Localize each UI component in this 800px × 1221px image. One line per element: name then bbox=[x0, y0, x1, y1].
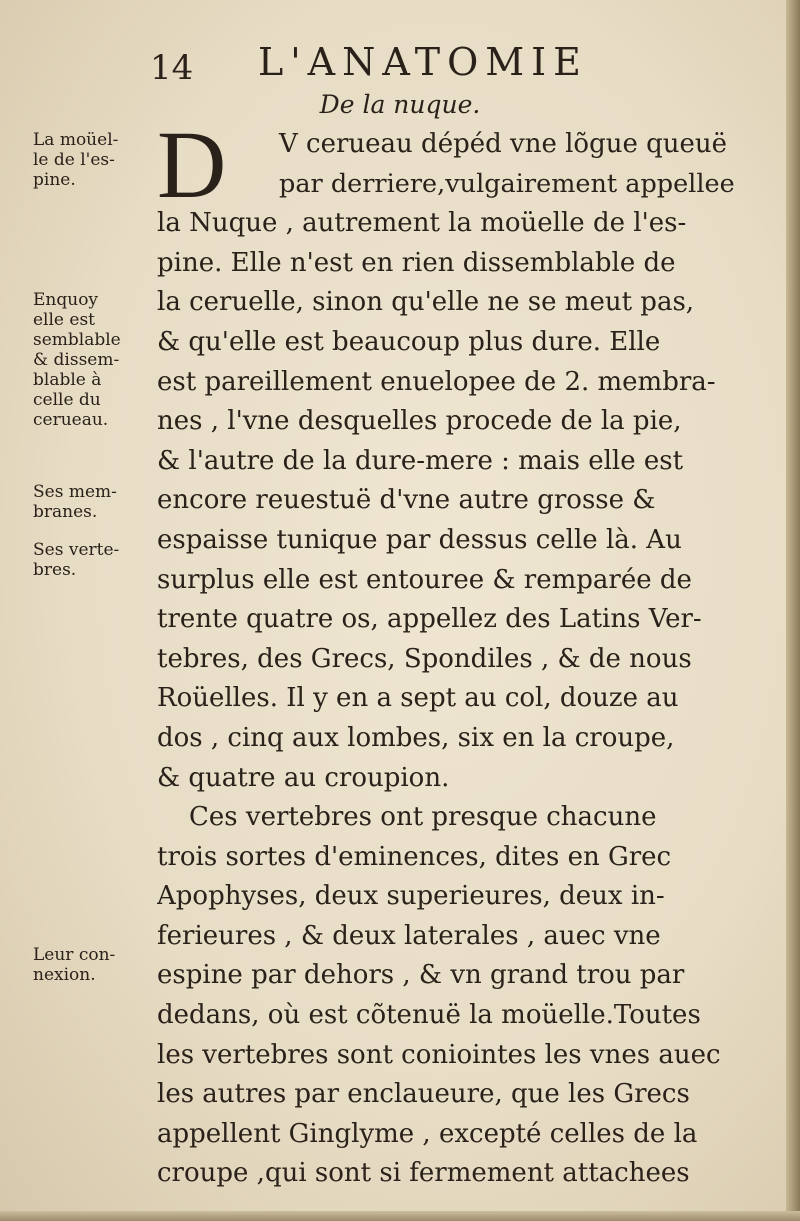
text-line: Apophyses, deux superieures, deux in- bbox=[157, 881, 665, 912]
note-line: Ses mem- bbox=[33, 482, 117, 502]
page-edge-bottom bbox=[0, 1211, 800, 1221]
note-line: branes. bbox=[33, 502, 98, 522]
text-line: & qu'elle est beaucoup plus dure. Elle bbox=[157, 326, 661, 357]
body-text bbox=[157, 111, 735, 1194]
note-line: semblable bbox=[33, 330, 121, 350]
margin-note bbox=[33, 290, 121, 430]
text-line: V cerueau dépéd vne lõgue queuë bbox=[279, 129, 728, 159]
note-line: Leur con- bbox=[33, 945, 116, 965]
text-line: trois sortes d'eminences, dites en Grec bbox=[157, 841, 672, 872]
text-line: & l'autre de la dure-mere : mais elle est bbox=[157, 445, 684, 476]
note-line: Enquoy bbox=[33, 290, 99, 310]
note-line: pine. bbox=[33, 170, 76, 190]
note-line: elle est bbox=[33, 310, 96, 330]
text-line: Ces vertebres ont presque chacune bbox=[189, 802, 657, 833]
text-line: espaisse tunique par dessus celle là. Au bbox=[157, 524, 682, 555]
text-line: dedans, où est cõtenuë la moüelle.Toutes bbox=[157, 1000, 701, 1031]
text-line: Roüelles. Il y en a sept au col, douze au bbox=[157, 683, 679, 714]
note-line: nexion. bbox=[33, 965, 96, 985]
text-line: nes , l'vne desquelles procede de la pie, bbox=[157, 406, 682, 437]
text-line: ferieures , & deux laterales , auec vne bbox=[157, 920, 661, 951]
margin-note bbox=[33, 540, 119, 580]
margin-note bbox=[33, 130, 118, 190]
note-line: le de l'es- bbox=[33, 150, 115, 170]
section-title: De la nuque. bbox=[319, 90, 481, 119]
text-line: dos , cinq aux lombes, six en la croupe, bbox=[157, 722, 675, 753]
text-line: la ceruelle, sinon qu'elle ne se meut pas, bbox=[157, 287, 695, 318]
page-edge-right bbox=[786, 0, 800, 1221]
note-line: bres. bbox=[33, 560, 77, 580]
text-line: surplus elle est entouree & remparée de bbox=[157, 564, 692, 595]
text-line: par derriere,vulgairement appellee bbox=[279, 168, 735, 199]
text-line: & quatre au croupion. bbox=[157, 762, 450, 793]
text-line: est pareillement enuelopee de 2. membra- bbox=[157, 366, 716, 397]
note-line: blable à bbox=[33, 370, 102, 390]
text-line: appellent Ginglyme , excepté celles de la bbox=[157, 1118, 698, 1149]
text-line: espine par dehors , & vn grand trou par bbox=[157, 960, 685, 991]
text-line: les vertebres sont coniointes les vnes auec bbox=[157, 1039, 721, 1070]
text-line: les autres par enclaueure, que les Grecs bbox=[157, 1079, 690, 1110]
text-line: tebres, des Grecs, Spondiles , & de nous bbox=[157, 643, 692, 674]
text-line: croupe ,qui sont si fermement attachees bbox=[157, 1158, 690, 1189]
drop-cap: D bbox=[157, 111, 227, 218]
text-line: trente quatre os, appellez des Latins Ver- bbox=[157, 604, 702, 635]
note-line: celle du bbox=[33, 390, 101, 410]
margin-note bbox=[33, 482, 117, 522]
note-line: & dissem- bbox=[33, 350, 120, 370]
text-line: la Nuque , autrement la moüelle de l'es- bbox=[157, 208, 687, 239]
text-line: encore reuestuë d'vne autre grosse & bbox=[157, 485, 656, 516]
page-number: 14 bbox=[150, 48, 194, 88]
note-line: cerueau. bbox=[33, 410, 109, 430]
note-line: Ses verte- bbox=[33, 540, 120, 560]
running-title: L'ANATOMIE bbox=[258, 40, 588, 84]
note-line: La moüel- bbox=[33, 130, 119, 150]
text-line: pine. Elle n'est en rien dissemblable de bbox=[157, 247, 676, 278]
margin-note bbox=[33, 945, 115, 985]
